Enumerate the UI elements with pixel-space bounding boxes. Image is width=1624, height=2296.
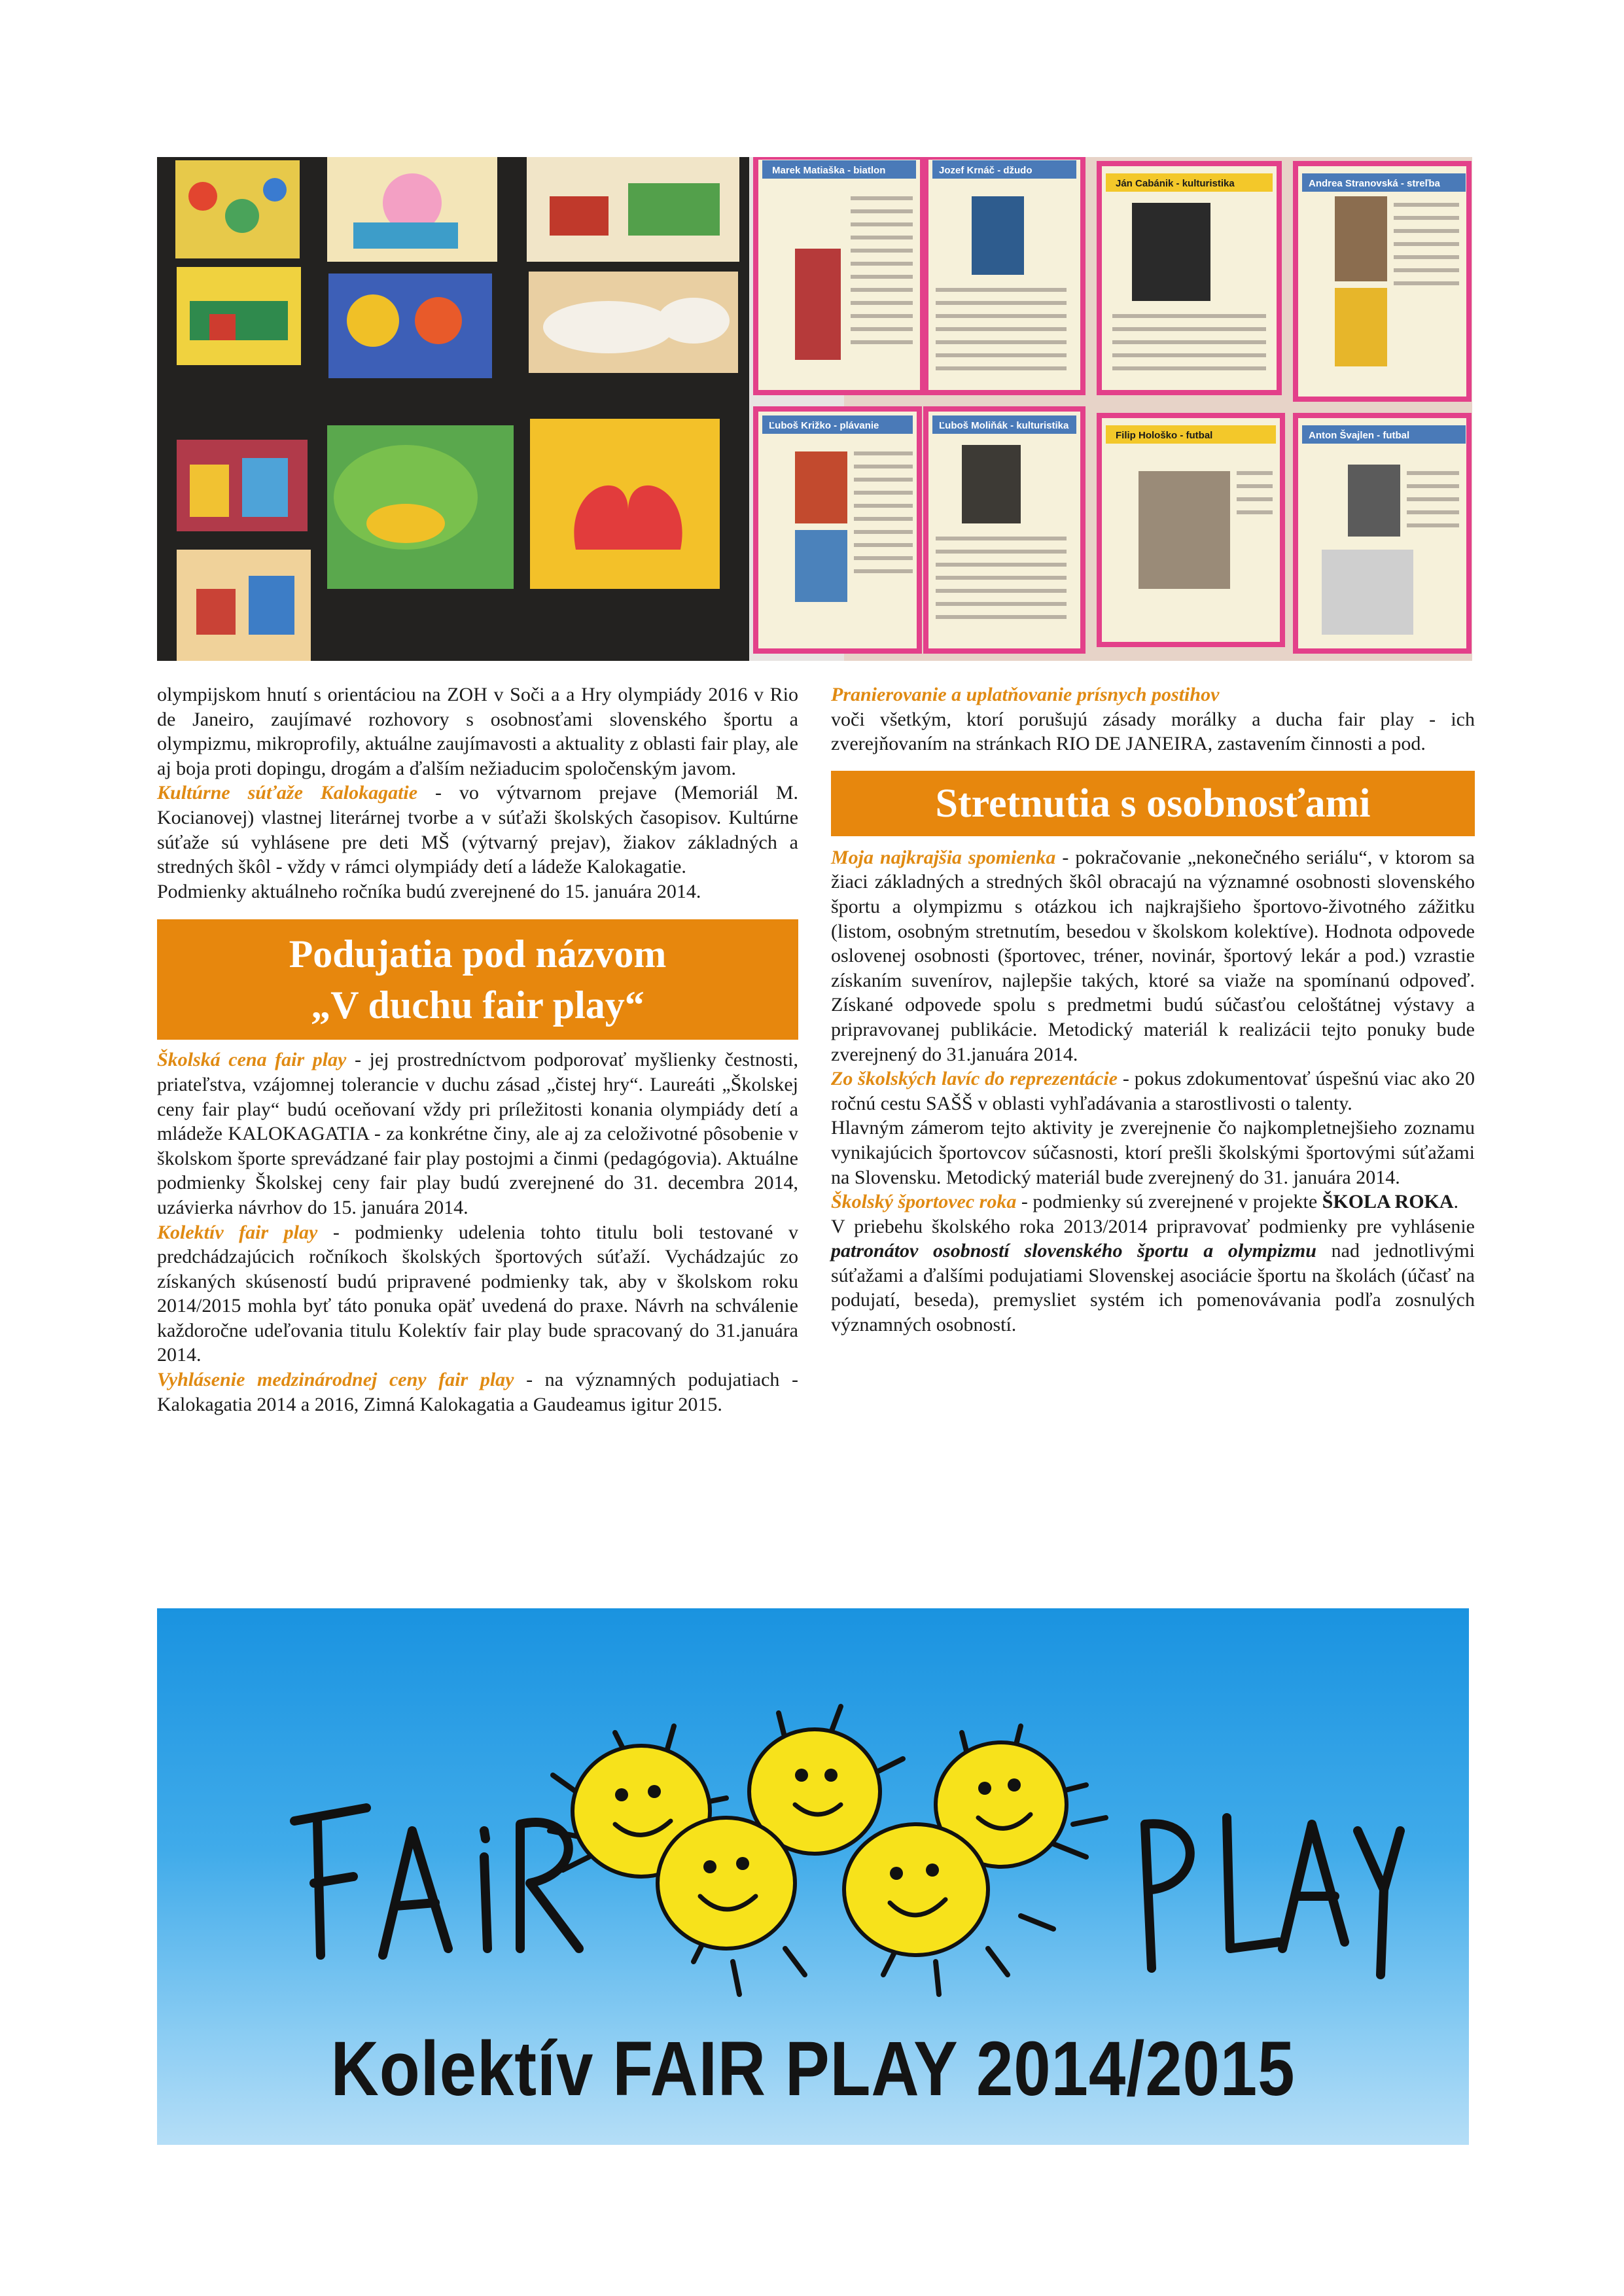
hlavny-paragraph: Hlavným zámerom tejto aktivity je zverejnenie čo najkompletnejšieho zoznamu vynikajúcich športovcov súčasnosti, ktorí prešli školskými športovými súťažami na Slovensku. Metodický materiál bude zverejnený do 31. januára 2014. <box>831 1117 1475 1188</box>
fair-play-poster <box>157 1608 1469 2145</box>
intro-paragraph: olympijskom hnutí s orientáciou na ZOH v Soči a a Hry olympiády 2016 v Rio de Janeiro, zaujímavé rozhovory s osobnosťami slovenského športu a olympizmu, mikroprofily, aktuálne zaujímavosti a aktuality z oblasti fair play, ale aj boja proti dopingu, drogám a ďalším nežiaducim spoločenským javom. <box>157 684 798 779</box>
exhibition-photo <box>157 157 1472 661</box>
lavic-text: - pokus zdokumentovať úspešnú viac ako 20 ročnú cestu SAŠŠ v oblasti vyhľadávania a starostlivosti o talenty. <box>831 1068 1475 1114</box>
banner-podujatia <box>157 919 798 1040</box>
kolektiv-paragraph <box>157 1220 798 1368</box>
sportovec-label: Školský športovec roka <box>831 1191 1017 1213</box>
banner-podujatia-line2: „V duchu fair play“ <box>311 983 644 1027</box>
sun-faces <box>550 1706 1106 1994</box>
priebeh-text2: nad jednotlivými súťažami a ďalšími podujatiami Slovenskej asociácie športu na školách (účasť na podujatí, beseda), premysliet systém ich pomenovávania podľa zosnulých významných osobností. <box>831 1240 1475 1336</box>
cena-label: Školská cena fair play <box>157 1049 347 1071</box>
spomienka-text: - pokračovanie „nekonečného seriálu“, v ktorom sa žiaci základných a stredných škôl obracajú na významné osobnosti slovenského športu a olympizmu s otázkou ich najkrajšieho športovo-životného zážitku (listom, osobným stretnutím, besedou v školskom kolektíve). Hodnota odpovede oslovenej osobnosti (športovec, tréner, novinár, športový lekár a pod.) vzrastie získaním suvenírov, najlepšie takých, ktoré sa viaže na spomínanú odpoveď. Získané odpovede spolu s predmetmi budú súčasťou celoštátnej výstavy a pripravovanej publikácie. Metodický materiál k realizácii tejto ponuky bude zverejnený do 31.januára 2014. <box>831 846 1475 1065</box>
pranierovanie-text: voči všetkým, ktorí porušujú zásady morálky a ducha fair play - ich zverejňovaním na stránkach RIO DE JANEIRA, zastavením činnosti a pod. <box>831 708 1475 755</box>
kultura-paragraph <box>157 781 798 879</box>
poster-title-2: Jozef Krnáč - džudo <box>939 165 1033 176</box>
banner-podujatia-line1: Podujatia pod názvom <box>289 932 667 976</box>
kolektiv-text: - podmienky udelenia tohto titulu boli testované v predchádzajúcich ročníkoch školských športových súťaží. Vychádzajúc zo získaných skúseností budú pripravené podmienky tak, aby v školskom roku 2014/2015 mohla byť táto ponuka opäť uvedená do praxe. Návrh na schválenie každoročne udeľovania titulu Kolektív fair play bude spracovaný do 31.januára 2014. <box>157 1221 799 1366</box>
poster-caption: Kolektív FAIR PLAY 2014/2015 <box>330 2026 1296 2112</box>
kultura-text: - vo výtvarnom prejave (Memoriál M. Kocianovej) vlastnej literárnej tvorbe a v súťaži školských časopisov. Kultúrne súťaže sú vyhlásene pre deti MŠ (výtvarný prejav), žiakov základných a stredných škôl - vždy v rámci olympiády detí a ládeže Kalokagatie. <box>157 782 799 878</box>
sportovec-text: - podmienky sú zverejnené v projekte <box>1016 1191 1322 1213</box>
right-column <box>831 682 1475 1337</box>
poster-title-7: Filip Hološko - futbal <box>1116 430 1213 441</box>
poster-title-6: Ľuboš Moliňák - kulturistika <box>939 420 1069 431</box>
poster-title-5: Ľuboš Križko - plávanie <box>769 420 879 431</box>
lavic-label: Zo školských lavíc do reprezentácie <box>831 1068 1118 1090</box>
lavic-paragraph <box>831 1067 1475 1116</box>
skola-roka-end: . <box>1453 1191 1459 1213</box>
poster-title-8: Anton Švajlen - futbal <box>1309 430 1410 441</box>
left-column <box>157 682 798 1417</box>
poster-title-4: Andrea Stranovská - streľba <box>1309 178 1440 189</box>
vyhlasenie-label: Vyhlásenie medzinárodnej ceny fair play <box>157 1369 514 1391</box>
kultura-label: Kultúrne súťaže Kalokagatie <box>157 782 418 804</box>
poster-title-3: Ján Cabánik - kulturistika <box>1116 178 1235 189</box>
priebeh-paragraph <box>831 1214 1475 1337</box>
spomienka-paragraph <box>831 845 1475 1067</box>
pranierovanie-paragraph <box>831 682 1475 756</box>
banner-stretnutia: Stretnutia s osobnosťami <box>831 771 1475 836</box>
cena-paragraph <box>157 1048 798 1220</box>
podmienky-paragraph: Podmienky aktuálneho ročníka budú zverejnené do 15. januára 2014. <box>157 880 701 902</box>
skola-roka: ŠKOLA ROKA <box>1322 1191 1454 1213</box>
vyhlasenie-paragraph <box>157 1368 798 1417</box>
exhibition-photo-svg <box>157 157 1472 661</box>
poster-title-1: Marek Matiaška - biatlon <box>772 165 886 176</box>
vyhlasenie-text: - na významných podujatiach - Kalokagatia 2014 a 2016, Zimná Kalokagatia a Gaudeamus igitur 2015. <box>157 1369 798 1415</box>
spomienka-label: Moja najkrajšia spomienka <box>831 846 1056 868</box>
pranierovanie-label: Pranierovanie a uplatňovanie prísnych postihov <box>831 684 1220 705</box>
sportovec-paragraph <box>831 1190 1475 1214</box>
patronat-text: patronátov osobností slovenského športu a olympizmu <box>831 1240 1316 1262</box>
priebeh-text1: V priebehu školského roka 2013/2014 pripravovať podmienky pre vyhlásenie <box>831 1215 1475 1237</box>
kolektiv-label: Kolektív fair play <box>157 1221 318 1243</box>
cena-text: - jej prostredníctvom podporovať myšlienky čestnosti, priateľstva, vzájomnej tolerancie v duchu zásad „čistej hry“. Laureáti „Školskej ceny fair play“ budú oceňovaní vždy pri príležitosti konania olympiády detí a mládeže KALOKAGATIA - za konkrétne činy, ale aj za celoživotné pôsobenie v školskom športe sprevádzané fair play postojmi a činmi (pedagógovia). Aktuálne podmienky Školskej ceny fair play budú zverejnené do 31. decembra 2014, uzávierka návrhov do 15. januára 2014. <box>157 1049 798 1218</box>
